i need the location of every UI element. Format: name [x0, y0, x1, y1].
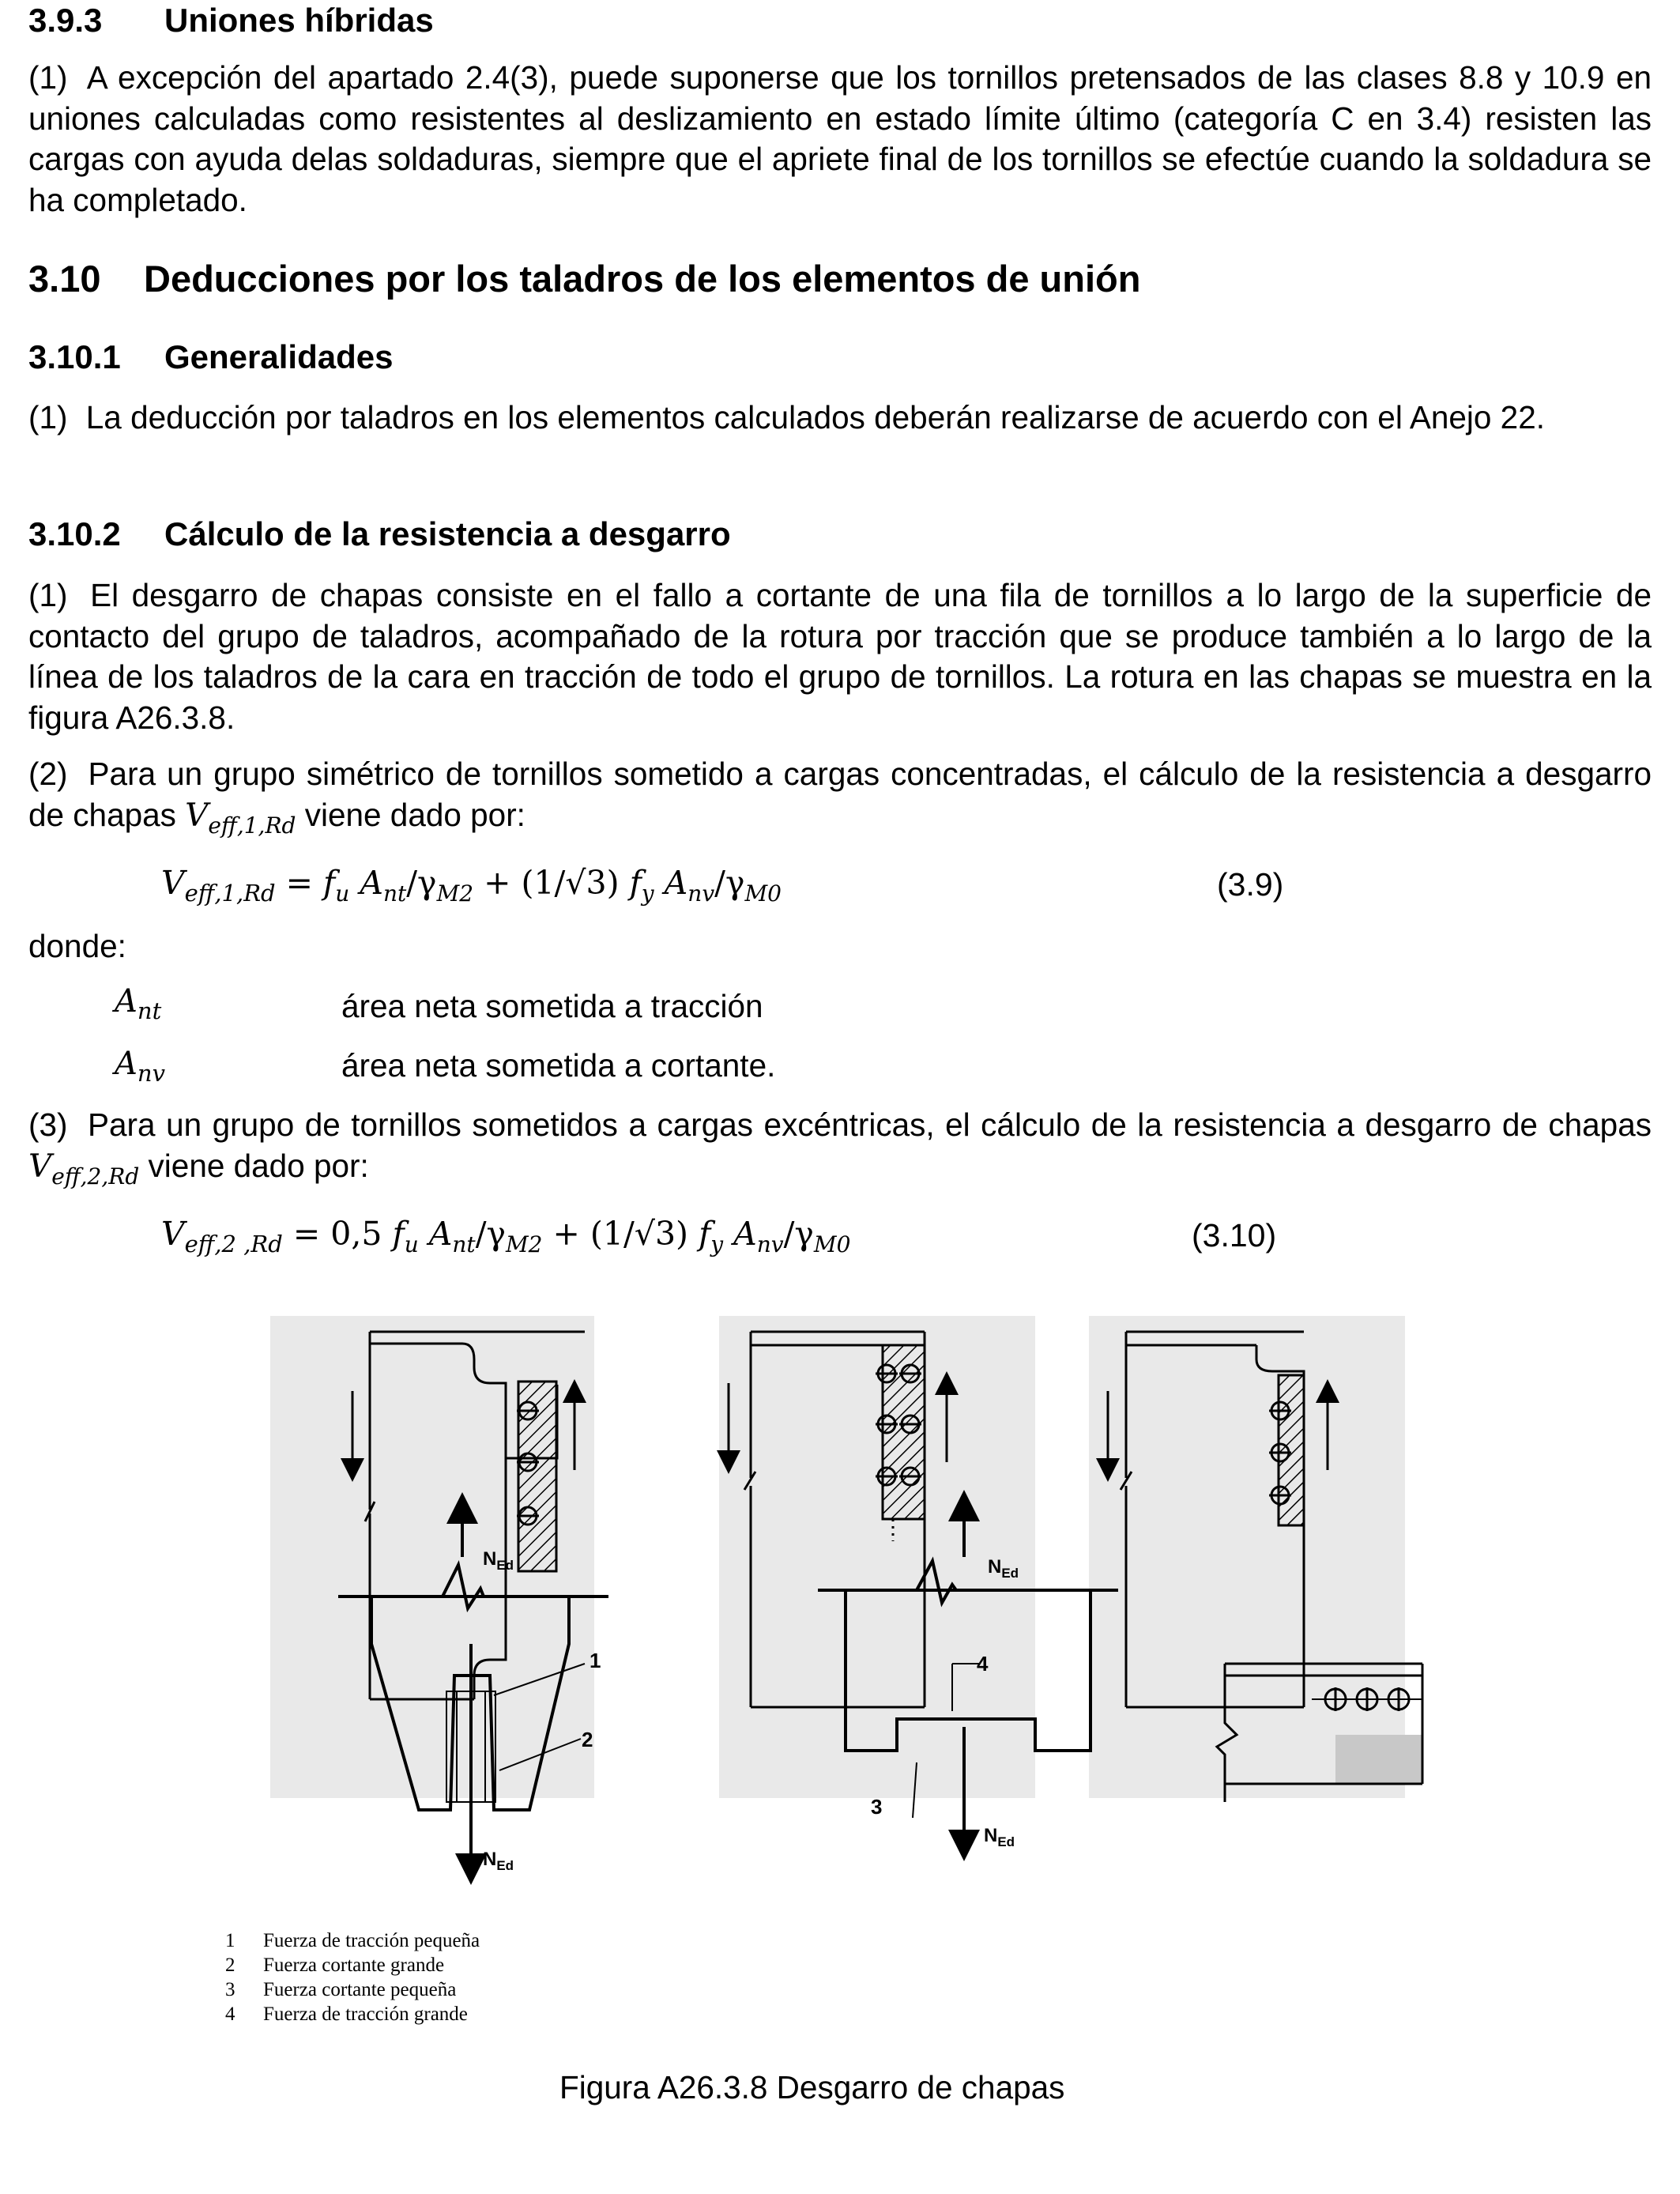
section-title: Uniones híbridas	[164, 2, 434, 39]
paragraph-text: El desgarro de chapas consiste en el fallo a cortante de una fila de tornillos a lo largo de la superficie de contacto del grupo de taladros, acompañado de la rotura por tracción que se produce también a lo largo de la línea de los taladros de la cara en tracción de todo el grupo de tornillos. La rotura en las chapas se muestra en la figura A26.3.8.	[28, 577, 1652, 736]
ned-label: $N_{Ed}$	[483, 1849, 514, 1873]
paragraph-label: (1)	[28, 399, 68, 435]
paragraph-text: La deducción por taladros en los elementos calculados deberán realizarse de acuerdo con el Anejo 22.	[85, 399, 1545, 435]
section-number: 3.10	[28, 258, 101, 300]
ned-label: $N_{Ed}$	[988, 1556, 1019, 1581]
equation-3-10	[161, 1215, 850, 1257]
section-number: 3.9.3	[28, 2, 103, 39]
heading-3-10-2	[28, 515, 731, 554]
equation-number: (3.9)	[1217, 866, 1284, 903]
definition-symbol: $A_{nv}$	[115, 1046, 165, 1087]
donde-label: donde:	[28, 928, 126, 964]
heading-3-10	[28, 257, 1140, 301]
block-tearing-figure	[0, 1296, 1680, 2039]
paragraph-label: (2)	[28, 756, 68, 792]
paragraph-3-10-2-3	[28, 1105, 1652, 1197]
definition-text: área neta sometida a cortante.	[341, 1047, 776, 1084]
math-symbol: $V_{eff,1,Rd}$	[185, 795, 296, 839]
paragraph-text-after: viene dado por:	[148, 1147, 369, 1184]
paragraph-label: (1)	[28, 577, 68, 613]
paragraph-3-10-2-2	[28, 754, 1652, 846]
legend-item: 3 Fuerza cortante pequeña	[225, 1979, 457, 2000]
equation-rhs: = 0,5 $f_u$ $A_{nt}/\gamma_{M2} + (1/√3)$ $f_y$ $A_{nv}/\gamma_{M0}$	[292, 1215, 851, 1258]
equation-lhs: $V_{eff,2 ,Rd}$	[161, 1215, 283, 1258]
callout-3: 3	[871, 1795, 883, 1819]
section-number: 3.10.1	[28, 338, 121, 375]
definition-symbol: $A_{nt}$	[115, 983, 162, 1024]
paragraph-text: Para un grupo de tornillos sometidos a cargas excéntricas, el cálculo de la resistencia a desgarro de chapas	[88, 1106, 1652, 1143]
ned-label: $N_{Ed}$	[984, 1825, 1015, 1849]
paragraph-text: Para un grupo simétrico de tornillos sometido a cargas concentradas, el cálculo de la resistencia a desgarro de chapas	[28, 756, 1652, 833]
paragraph-label: (1)	[28, 59, 68, 96]
figure-caption: Figura A26.3.8 Desgarro de chapas	[559, 2069, 1065, 2105]
callout-4: 4	[977, 1652, 989, 1676]
beam-detail-single-row	[1089, 1316, 1405, 1798]
section-title: Cálculo de la resistencia a desgarro	[164, 515, 731, 552]
section-title: Deducciones por los taladros de los elementos de unión	[144, 258, 1141, 300]
ned-label: $N_{Ed}$	[483, 1548, 514, 1573]
equation-rhs: = $f_u$ $A_{nt}/\gamma_{M2} + (1/√3)$ $f_y$ $A_{nv}/\gamma_{M0}$	[285, 864, 782, 907]
paragraph-label: (3)	[28, 1106, 68, 1143]
heading-3-9-3	[28, 1, 434, 40]
beam-detail-coped	[270, 1316, 594, 1798]
equation-3-9	[161, 864, 782, 907]
legend-item: 2 Fuerza cortante grande	[225, 1955, 445, 1976]
math-symbol: $V_{eff,2,Rd}$	[28, 1146, 140, 1189]
paragraph-text-after: viene dado por:	[304, 796, 525, 833]
legend-item: 1 Fuerza de tracción pequeña	[225, 1930, 480, 1951]
callout-1: 1	[590, 1649, 601, 1672]
equation-number: (3.10)	[1192, 1217, 1277, 1253]
paragraph-3-10-2-1	[28, 575, 1652, 738]
heading-3-10-1	[28, 337, 393, 377]
equation-lhs: $V_{eff,1,Rd}$	[161, 864, 276, 907]
paragraph-3-10-1-1	[28, 398, 1652, 439]
paragraph-text: A excepción del apartado 2.4(3), puede suponerse que los tornillos pretensados de las clases 8.8 y 10.9 en uniones calculadas como resistentes al deslizamiento en estado límite último (categoría C en 3.4) resisten las cargas con ayuda delas soldaduras, siempre que el apriete final de los tornillos se efectúe cuando la soldadura se ha completado.	[28, 59, 1652, 218]
section-title: Generalidades	[164, 338, 394, 375]
legend-item: 4 Fuerza de tracción grande	[225, 2004, 468, 2025]
callout-2: 2	[582, 1728, 593, 1751]
section-number: 3.10.2	[28, 515, 121, 552]
definition-text: área neta sometida a tracción	[341, 988, 763, 1024]
paragraph-3-9-3-1	[28, 58, 1652, 221]
figure-legend	[225, 1928, 480, 2026]
